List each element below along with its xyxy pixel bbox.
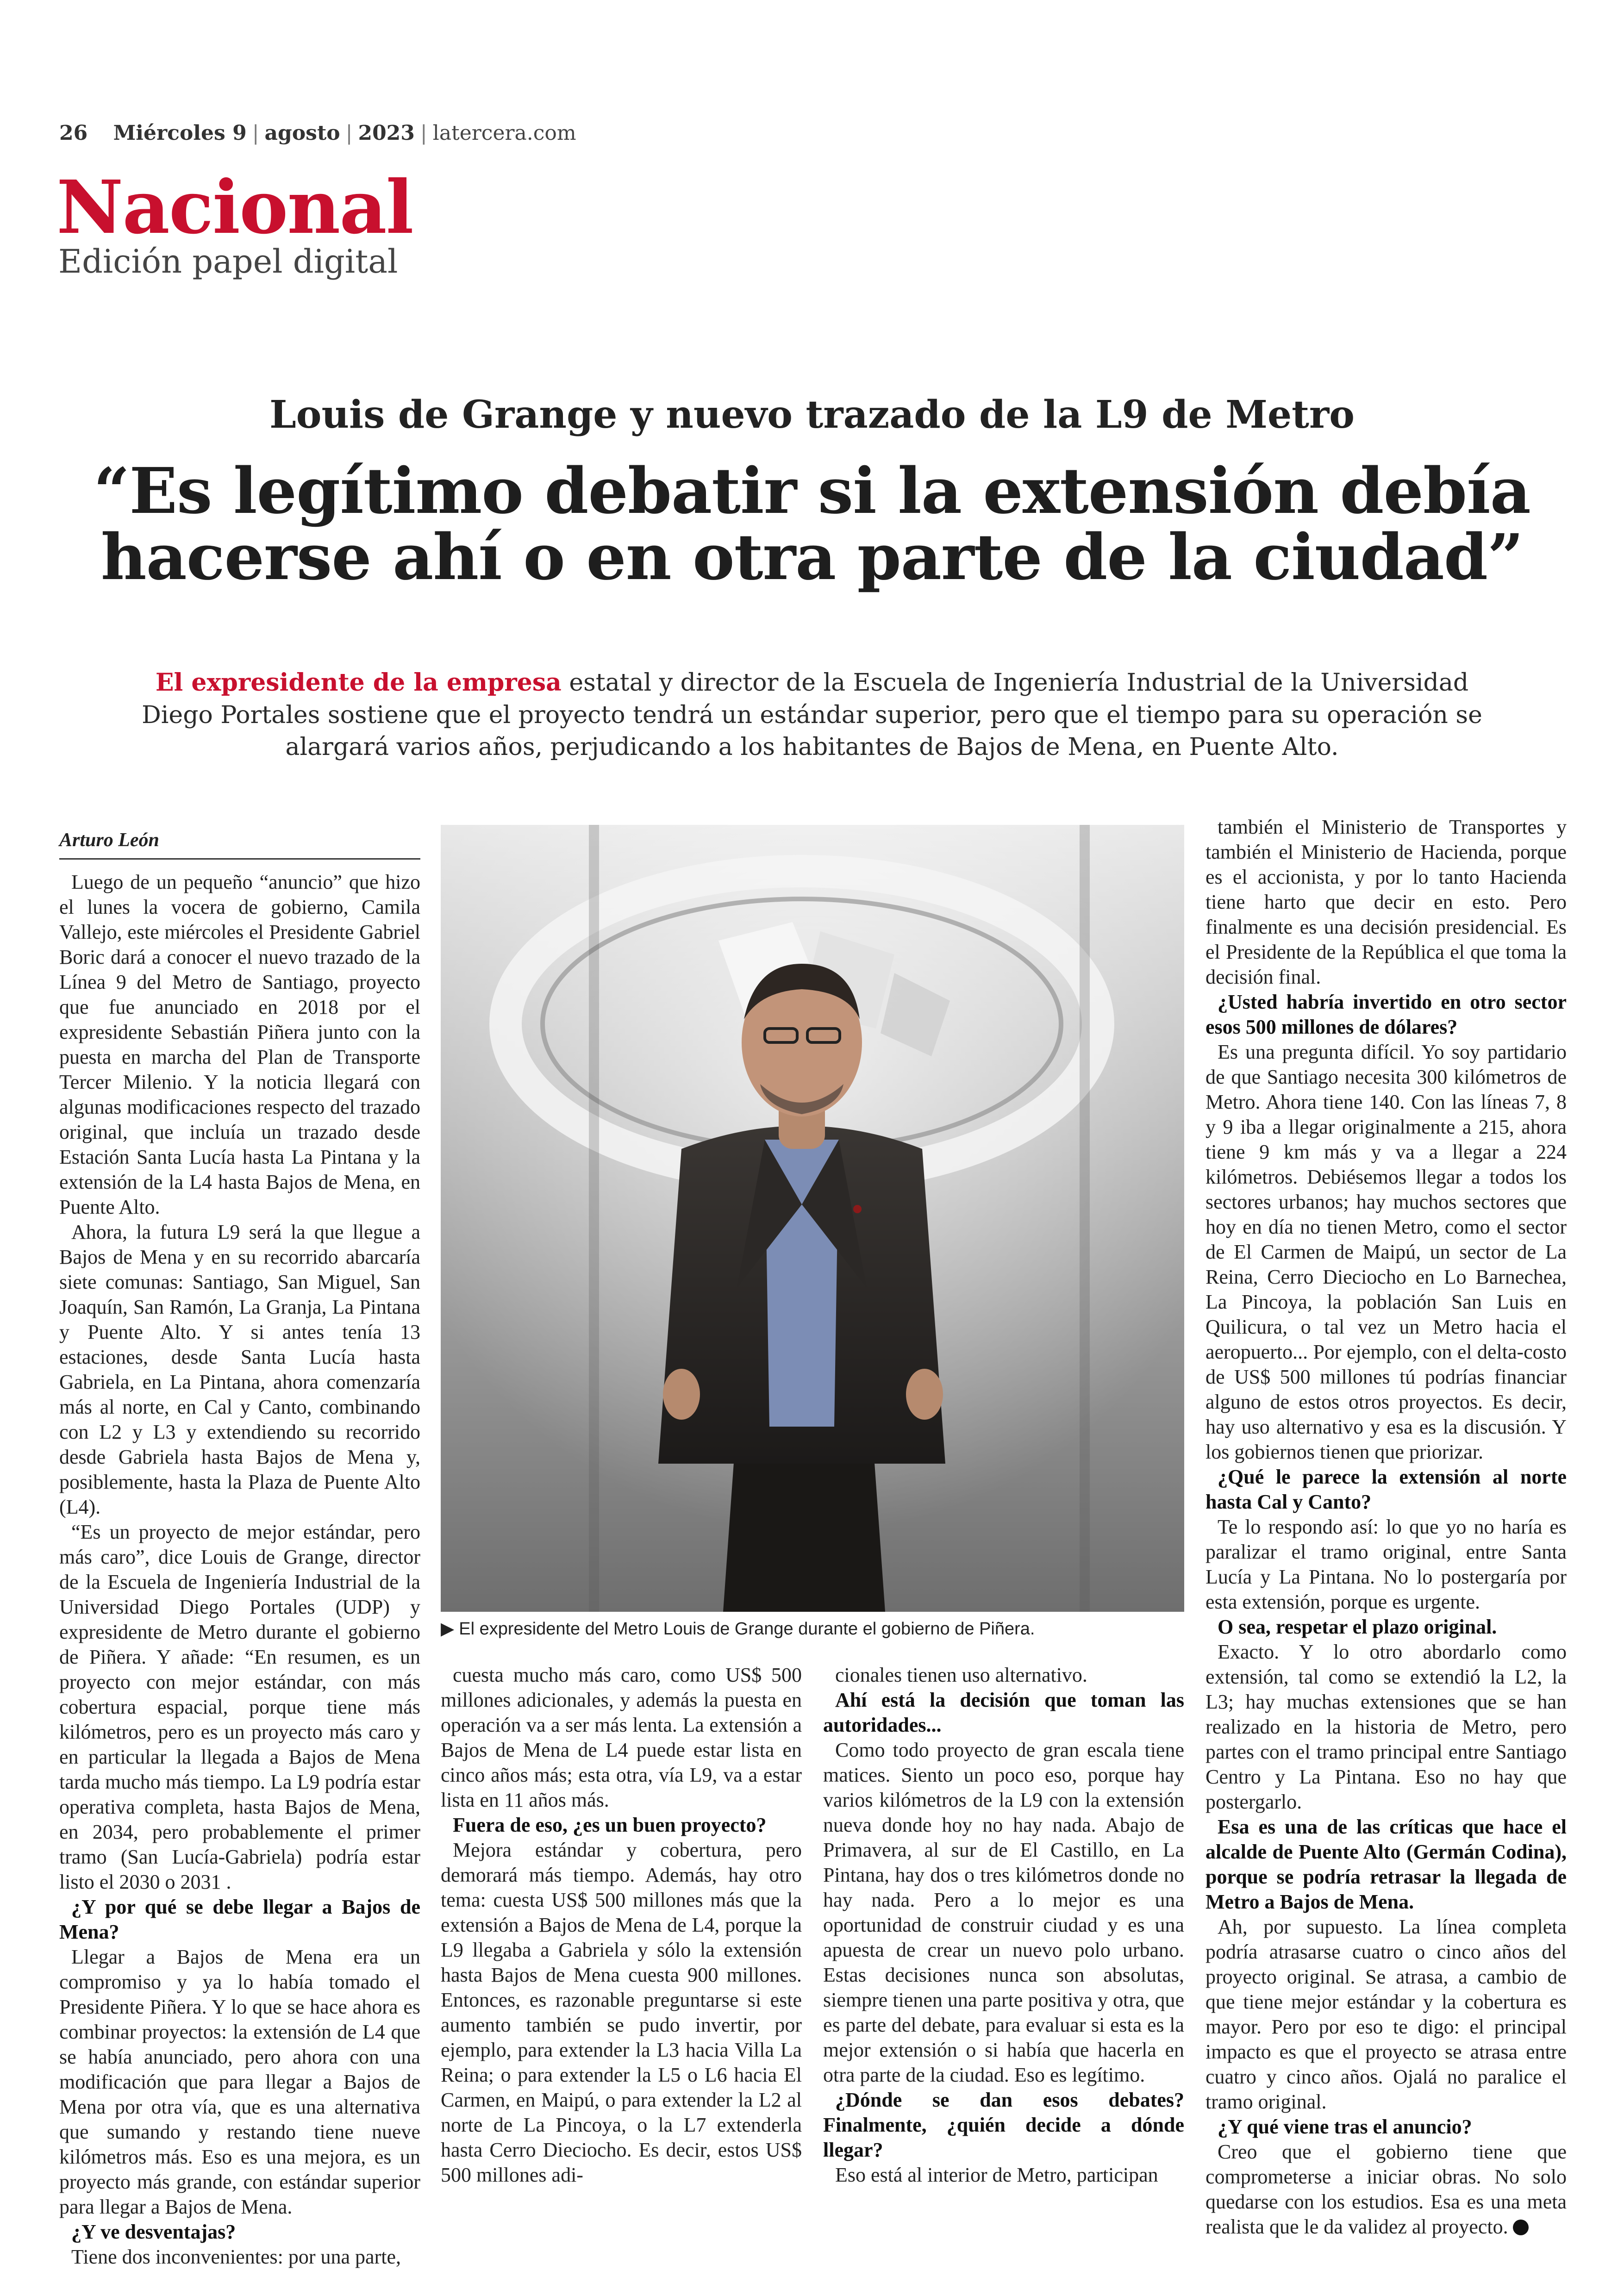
folio-separator: | [252,121,259,145]
body-paragraph: Como todo proyecto de gran escala tiene matices. Siento un poco eso, porque hay varios kilómetros de la L9 con la extensión nueva donde hoy no hay nada. Abajo de Primavera, al sur de El Castillo, en La Pintana, hay dos o tres kilómetros donde no hay nada. Pero a lo mejor es una oportunidad de construir ciudad y es una apuesta de crear un nuevo polo urbano. Estas decisiones nunca son absolutas, siempre tienen una parte positiva y otra, que es parte del debate, para evaluar si esta es la mejor extensión o si había que hacerla en otra parte de la ciudad. Eso es legítimo. [823,1739,1184,2086]
column-2-body [441,1663,802,2188]
article-column-1 [59,828,420,2270]
folio-separator: | [345,121,353,145]
body-paragraph: Mejora estándar y cobertura, pero demorará más tiempo. Además, hay otro tema: cuesta US$ 500 millones más que la extensión a Bajos de Mena de L4, porque la L9 llegaba a Gabriela y sólo la extensión hasta Bajos de Mena cuesta 900 millones. Entonces, es razonable preguntarse si este aumento también se pudo invertir, por ejemplo, para extender la L3 hacia Villa La Reina; o para extender la L5 o L6 hacia El Carmen, en Maipú, o para extender la L2 al norte de La Pincoya, o la L7 extenderla hasta Cerro Dieciocho. Es decir, estos US$ 500 millones adi- [441,1839,802,2186]
article-kicker: Louis de Grange y nuevo trazado de la L9 de Metro [269,393,1355,437]
lead-highlight: El expresidente de la empresa [155,668,562,697]
interview-question: Esa es una de las críticas que hace el alcalde de Puente Alto (Germán Codina), porque se podría retrasar la llegada de Metro a Bajos de Mena. [1206,1815,1567,1913]
body-paragraph: cuesta mucho más caro, como US$ 500 millones adicionales, y además la puesta en operación va a ser más lenta. La extensión a Bajos de Mena de L4 puede estar lista en cinco años más; esta otra, vía L9, va a estar lista en 11 años más. [441,1664,802,1811]
interview-question: ¿Y qué viene tras el anuncio? [1218,2115,1472,2138]
folio-month: agosto [264,121,340,145]
byline: Arturo León [59,828,420,860]
article-column-2 [441,1663,802,2188]
body-paragraph: cionales tienen uso alternativo. [835,1664,1087,1686]
interview-question: ¿Usted habría invertido en otro sector esos 500 millones de dólares? [1206,991,1567,1038]
folio-year: 2023 [358,121,415,145]
interview-question: ¿Y por qué se debe llegar a Bajos de Mena? [59,1896,420,1943]
section-title: Nacional [56,165,413,250]
interview-question: ¿Qué le parece la extensión al norte hasta Cal y Canto? [1206,1466,1567,1513]
column-1-body [59,870,420,2270]
body-paragraph: Eso está al interior de Metro, participan [835,2164,1158,2186]
article-column-3 [823,1663,1184,2188]
column-4-body [1206,815,1567,2239]
portrait-illustration [441,825,1184,1612]
body-paragraph: Es una pregunta difícil. Yo soy partidario de que Santiago necesita 300 kilómetros de Metro. Ahora tiene 140. Con las líneas 7, 8 y 9 iba a llegar originalmente a 215, ahora tiene 9 km más y va a llegar a 224 kilómetros. Debiésemos llegar a todos los sectores urbanos; hay muchos sectores que hoy en día no tienen Metro, como el sector de El Carmen de Maipú, un sector de La Reina, Cerro Dieciocho en Lo Barnechea, La Pincoya, la población San Luis en Quilicura, o tal vez un Metro hacia el aeropuerto... Por ejemplo, con el delta-costo de US$ 500 millones tú podrías financiar alguno de estos otros proyectos. Es decir, hay uso alternativo y esa es la discusión. Y los gobiernos tienen que priorizar. [1206,1041,1567,1463]
folio-site: latercera.com [432,121,576,145]
page-folio [59,121,576,145]
body-paragraph: Tiene dos inconvenientes: por una parte, [71,2245,401,2268]
folio-day: Miércoles 9 [113,121,247,145]
body-paragraph: Llegar a Bajos de Mena era un compromiso y ya lo había tomado el Presidente Piñera. Y lo que se hace ahora es combinar proyectos: la extensión de L4 que se había anunciado, pero ahora con una modificación que para llegar a Bajos de Mena por otra vía, que es una alternativa que sumando y restando tiene nueve kilómetros más. Eso es una mejora, es un proyecto más grande, con estándar superior para llegar a Bajos de Mena. [59,1946,420,2218]
body-paragraph: Ah, por supuesto. La línea completa podría atrasarse cuatro o cinco años del proyecto original. Se atrasa, a cambio de que tiene mejor estándar y la cobertura es mayor. Pero por eso te digo: el principal impacto es que el proyecto se atrasa entre cuatro y cinco años. Ojalá no paralice el tramo original. [1206,1915,1567,2113]
photo-caption [441,1618,1184,1640]
interview-question: Fuera de eso, ¿es un buen proyecto? [453,1814,767,1836]
body-paragraph: “Es un proyecto de mejor estándar, pero más caro”, dice Louis de Grange, director de la Escuela de Ingeniería Industrial de la Universidad Diego Portales (UDP) y expresidente de Metro durante el gobierno de Piñera. Y añade: “En resumen, es un proyecto con mejor estándar, con más cobertura espacial, porque tiene más kilómetros, pero es un proyecto más caro y en particular la llegada a Bajos de Mena tarda mucho más tiempo. La L9 podría estar operativa completa, hasta Bajos de Mena, en 2034, pero probablemente el primer tramo (San Lucía-Gabriela) podría estar listo el 2030 o 2031 . [59,1521,420,1893]
article-lead [139,667,1485,764]
body-paragraph: también el Ministerio de Transportes y también el Ministerio de Hacienda, porque es el accionista, y por lo tanto Hacienda tiene harto que decir en esto. Pero finalmente es una decisión presidencial. Es el Presidente de la República el que toma la decisión final. [1206,816,1567,988]
edition-label: Edición papel digital [58,243,398,281]
caption-arrow-icon: ▶ [441,1619,455,1639]
interview-question: Ahí está la decisión que toman las autoridades... [823,1689,1184,1736]
photo-caption-text: El expresidente del Metro Louis de Grange durante el gobierno de Piñera. [459,1619,1035,1639]
page-number: 26 [59,121,88,145]
article-headline: “Es legítimo debatir si la extensión debía hacerse ahí o en otra parte de la ciudad” [94,454,1530,594]
body-paragraph: Creo que el gobierno tiene que comprometerse a iniciar obras. No solo quedarse con los estudios. Esa es una meta realista que le da validez al proyecto. [1206,2140,1567,2238]
interview-question: ¿Y ve desventajas? [71,2220,236,2243]
end-of-article-mark [1513,2220,1529,2235]
body-paragraph: Ahora, la futura L9 será la que llegue a Bajos de Mena y en su recorrido abarcaría siete comunas: Santiago, San Miguel, San Joaquín, San Ramón, La Granja, La Pintana y Puente Alto. Y si antes tenía 13 estaciones, desde Santa Lucía hasta Gabriela, en La Pintana, ahora comenzaría más al norte, en Cal y Canto, combinando con L2 y L3 y extendiendo su recorrido desde Gabriela hasta Bajos de Mena y, posiblemente, hasta la Plaza de Puente Alto (L4). [59,1221,420,1518]
portrait-photo [441,825,1184,1612]
interview-question: ¿Dónde se dan esos debates? Finalmente, ¿quién decide a dónde llegar? [823,2089,1184,2161]
body-paragraph: Luego de un pequeño “anuncio” que hizo el lunes la vocera de gobierno, Camila Vallejo, este miércoles el Presidente Gabriel Boric dará a conocer el nuevo trazado de la Línea 9 del Metro de Santiago, proyecto que fue anunciado en 2018 por el expresidente Sebastián Piñera junto con la puesta en marcha del Plan de Transporte Tercer Milenio. Y la noticia llegará con algunas modificaciones respecto del trazado original, que incluía un trazado desde Estación Santa Lucía hasta La Pintana y la extensión de la L4 hasta Bajos de Mena, en Puente Alto. [59,871,420,1218]
article-column-4 [1206,815,1567,2239]
interview-question: O sea, respetar el plazo original. [1218,1615,1497,1638]
body-paragraph: Te lo respondo así: lo que yo no haría es paralizar el tramo original, entre Santa Lucía y La Pintana. No lo postergaría por esta extensión, porque es urgente. [1206,1515,1567,1613]
body-paragraph: Exacto. Y lo otro abordarlo como extensión, tal como se extendió la L2, la L3; hay muchas extensiones que se han realizado en la historia de Metro, pero partes con el tramo principal entre Santiago Centro y La Pintana. Eso no hay que postergarlo. [1206,1640,1567,1813]
lead-text: estatal y director de la Escuela de Ingeniería Industrial de la Universidad Diego Portales sostiene que el proyecto tendrá un estándar superior, pero que el tiempo para su operación se alargará varios años, perjudicando a los habitantes de Bajos de Mena, en Puente Alto. [142,669,1482,761]
folio-separator: | [420,121,427,145]
column-3-body [823,1663,1184,2188]
